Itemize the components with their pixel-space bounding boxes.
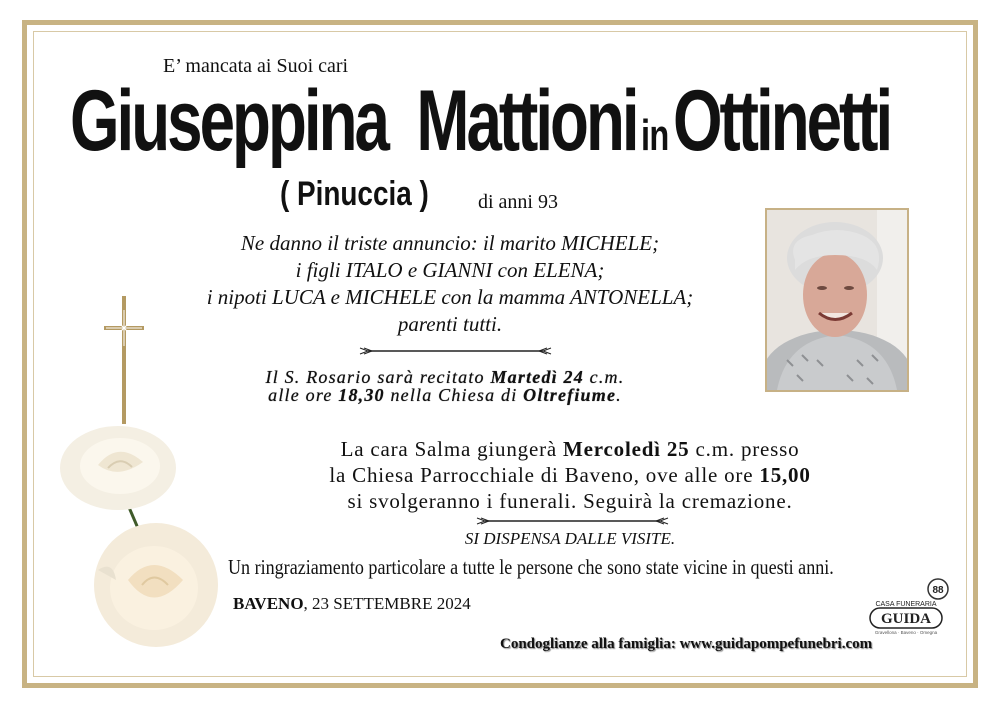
- nickname: ( Pinuccia ): [280, 175, 429, 213]
- rosary-time: 18,30: [338, 385, 385, 405]
- funeral-text: si svolgeranno i funerali. Seguirà la cremazione.: [347, 489, 793, 513]
- date: , 23 SETTEMBRE 2024: [303, 594, 471, 613]
- funeral-day: Mercoledì 25: [563, 437, 690, 461]
- thanks-text: Un ringraziamento particolare a tutte le persone che sono state vicine in questi anni.: [228, 555, 834, 579]
- rosary-notice: [150, 368, 740, 404]
- rosary-day: Martedì 24: [490, 367, 584, 387]
- deceased-photo: [765, 208, 909, 392]
- announcement: [140, 230, 760, 338]
- maiden-name: Mattioni: [416, 73, 637, 169]
- first-name: Giuseppina: [70, 73, 387, 169]
- announcement-line: parenti tutti.: [397, 312, 503, 336]
- name-connector: in: [641, 111, 669, 160]
- announcement-line: Ne danno il triste annuncio: il marito MICHELE;: [240, 231, 660, 255]
- ornament-divider: [358, 343, 553, 361]
- logo-name: GUIDA: [880, 611, 932, 627]
- place-date: [233, 594, 471, 614]
- white-roses-image: [58, 420, 223, 665]
- logo-badge: 88: [932, 585, 944, 596]
- funeral-notice: [230, 436, 910, 514]
- no-visits-notice: SI DISPENSA DALLE VISITE.: [464, 529, 676, 548]
- announcement-line: i figli ITALO e GIANNI con ELENA;: [295, 258, 605, 282]
- rosary-church: Oltrefiume: [523, 385, 617, 405]
- deceased-name: [70, 73, 891, 169]
- funeral-text: c.m. presso: [689, 437, 800, 461]
- funeral-home-logo: [866, 578, 956, 641]
- place: BAVENO: [233, 594, 304, 613]
- logo-sub: Gravellona · Baveno · Omegna: [874, 630, 938, 635]
- logo-top: CASA FUNERARIA: [875, 601, 937, 608]
- age: di anni 93: [478, 191, 558, 213]
- funeral-time: 15,00: [759, 463, 811, 487]
- rosary-text: c.m.: [583, 367, 625, 387]
- condolences-link[interactable]: Condoglianze alla famiglia: www.guidapompefunebri.com: [500, 636, 873, 652]
- intro-text: E’ mancata ai Suoi cari: [163, 55, 349, 77]
- rosary-text: .: [616, 385, 622, 405]
- funeral-text: La cara Salma giungerà: [340, 437, 564, 461]
- announcement-line: i nipoti LUCA e MICHELE con la mamma ANTONELLA;: [206, 285, 694, 309]
- funeral-text: la Chiesa Parrocchiale di Baveno, ove alle ore: [329, 463, 760, 487]
- rosary-text: nella Chiesa di: [384, 385, 524, 405]
- married-name: Ottinetti: [672, 73, 891, 169]
- rosary-text: alle ore: [268, 385, 339, 405]
- cross-icon: [100, 296, 150, 431]
- rosary-text: Il S. Rosario sarà recitato: [265, 367, 491, 387]
